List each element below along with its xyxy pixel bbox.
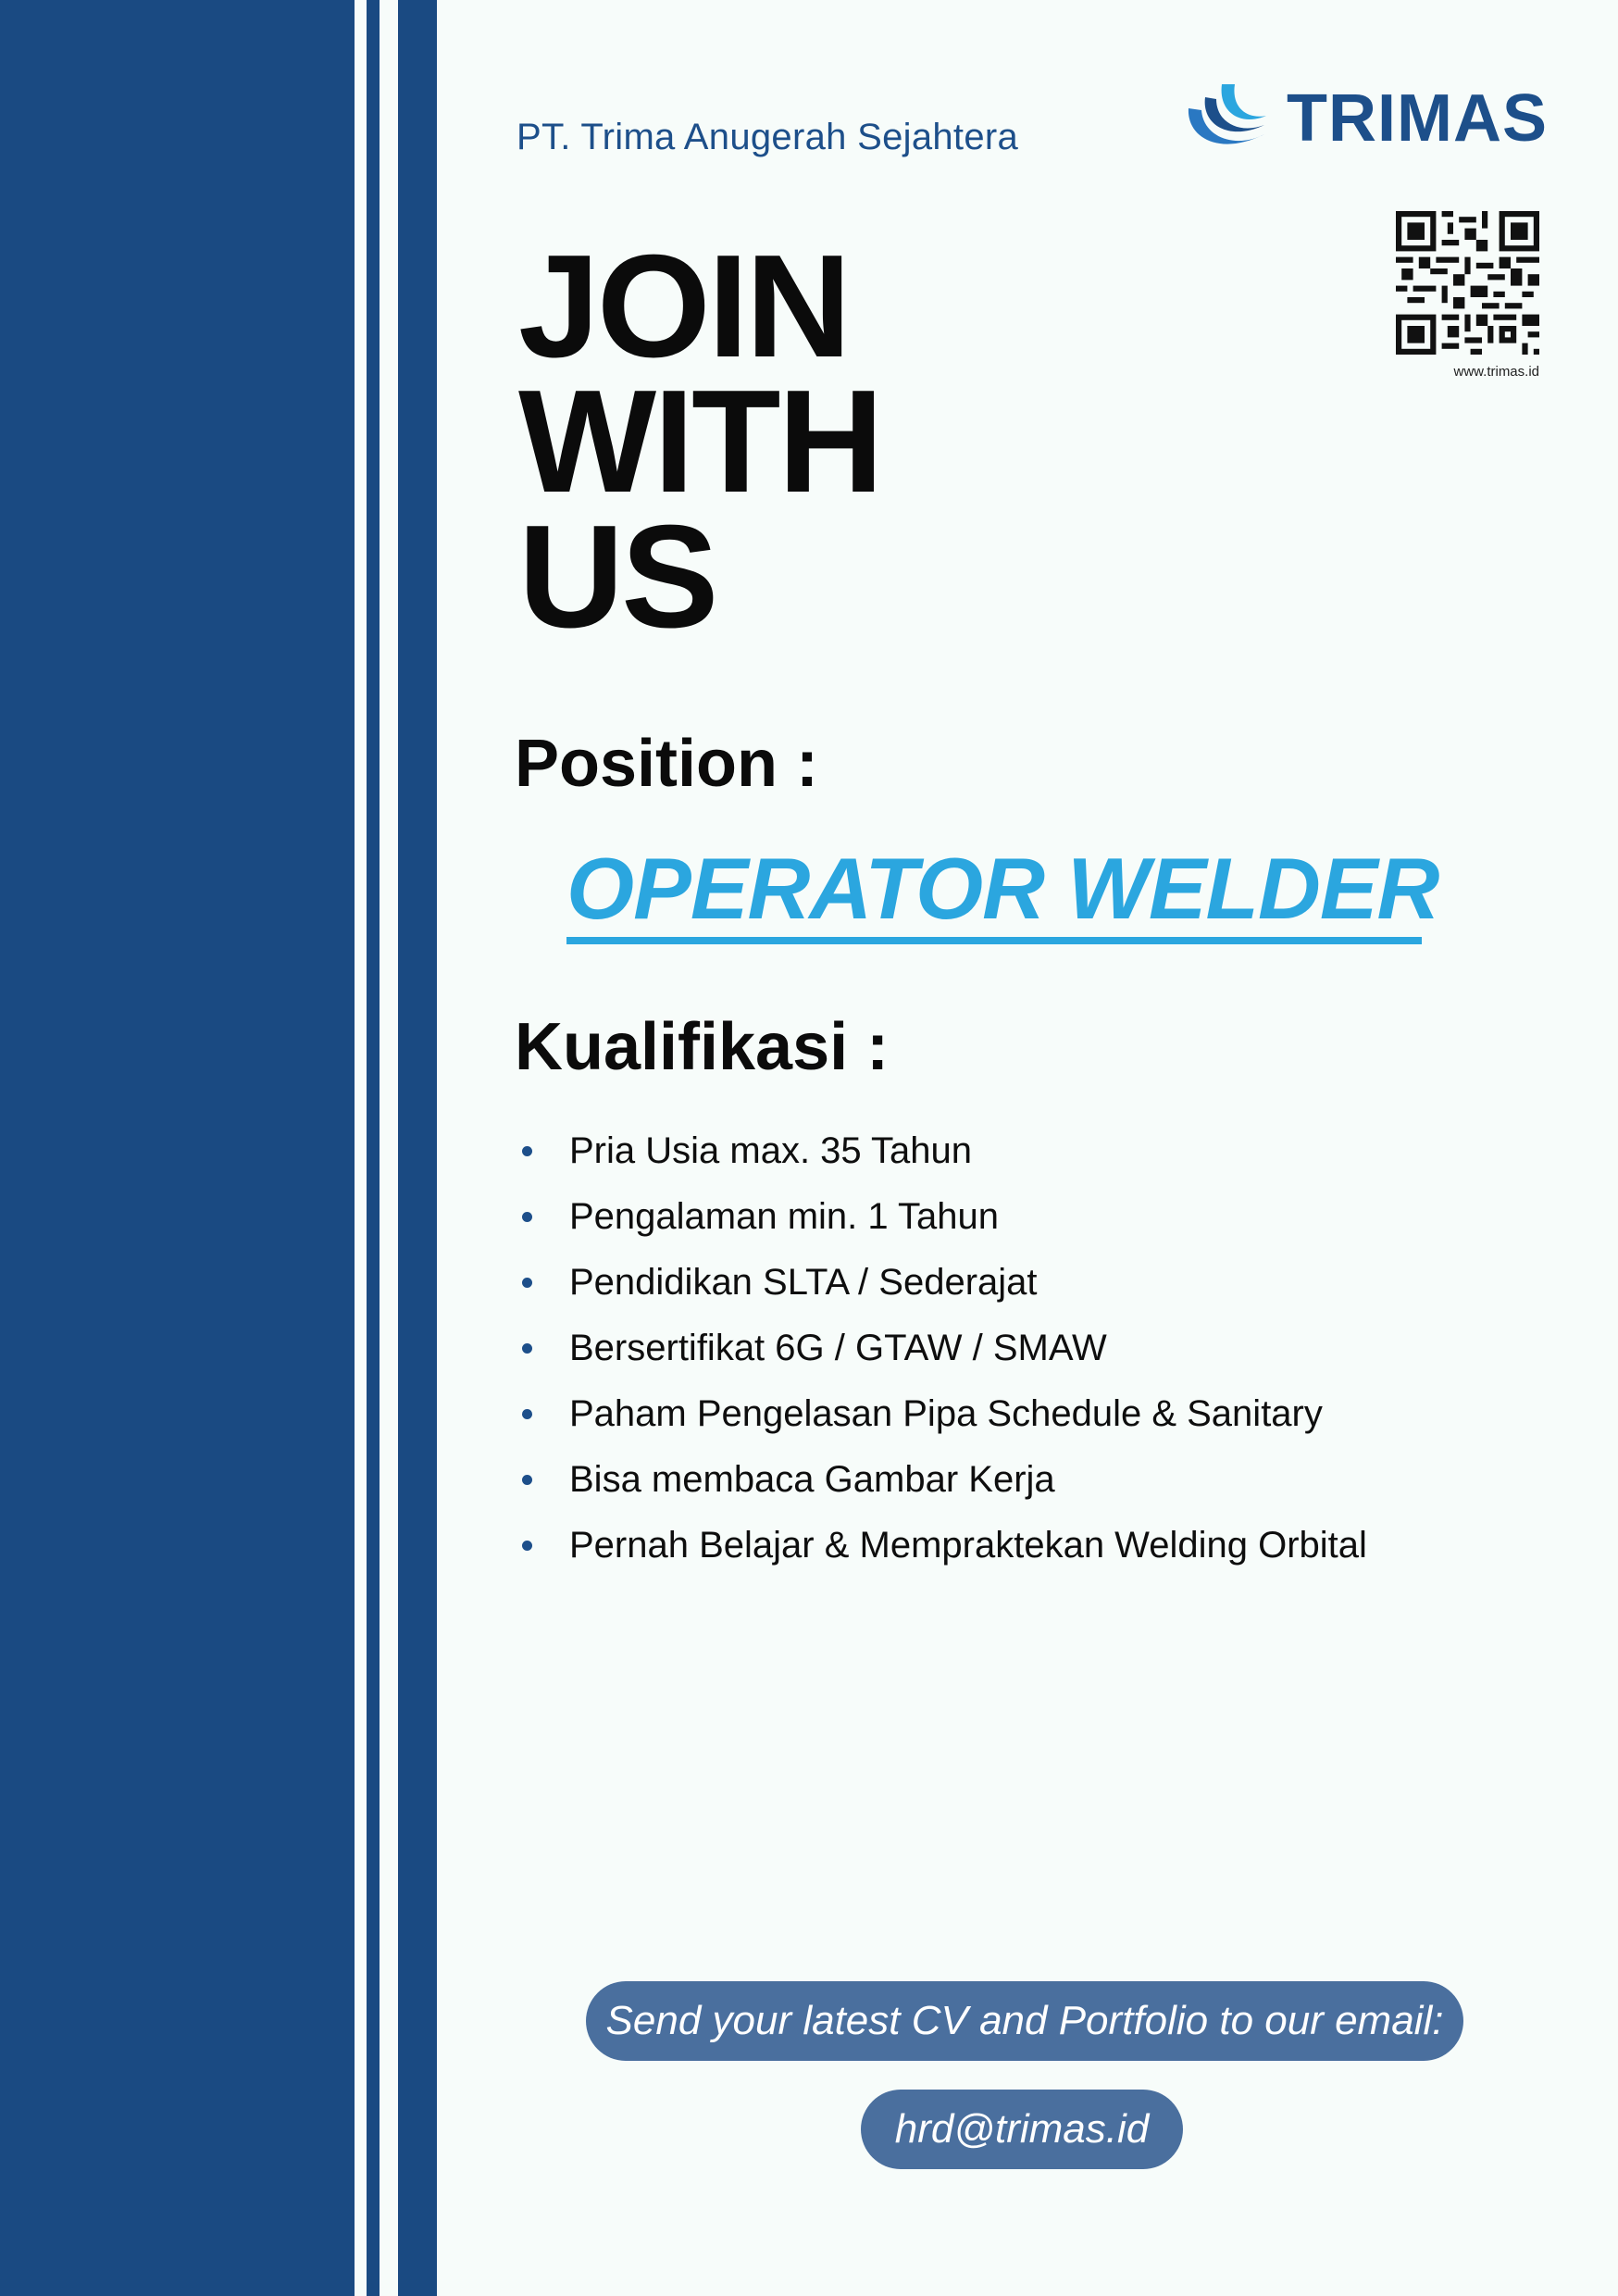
list-item <box>518 1184 1367 1250</box>
position-label: Position : <box>515 727 818 801</box>
bullet-icon <box>522 1278 532 1288</box>
logo-text: TRIMAS <box>1287 81 1548 156</box>
qr-code-icon[interactable] <box>1396 211 1539 355</box>
list-item <box>518 1118 1367 1184</box>
bullet-icon <box>522 1146 532 1156</box>
list-item <box>518 1316 1367 1381</box>
qualification-text: Pria Usia max. 35 Tahun <box>569 1130 973 1171</box>
left-thin-stripe <box>367 0 380 2296</box>
list-item <box>518 1381 1367 1447</box>
list-item <box>518 1513 1367 1578</box>
headline-line-3: US <box>518 495 716 658</box>
trimas-logo <box>1181 72 1548 165</box>
bullet-icon <box>522 1343 532 1354</box>
bullet-icon <box>522 1541 532 1551</box>
bullet-icon <box>522 1475 532 1485</box>
qualification-text: Pernah Belajar & Mempraktekan Welding Orbital <box>569 1525 1367 1566</box>
qualification-text: Bersertifikat 6G / GTAW / SMAW <box>569 1328 1107 1368</box>
qualifications-label: Kualifikasi : <box>515 1010 890 1084</box>
list-item <box>518 1447 1367 1513</box>
qualification-text: Paham Pengelasan Pipa Schedule & Sanitary <box>569 1393 1323 1434</box>
position-value: OPERATOR WELDER <box>566 840 1439 937</box>
qr-url[interactable]: www.trimas.id <box>1453 364 1539 380</box>
company-name: PT. Trima Anugerah Sejahtera <box>517 117 1019 157</box>
wave-logo-icon <box>1181 77 1270 160</box>
bullet-icon <box>522 1212 532 1222</box>
headline-line-2: WITH <box>518 360 881 523</box>
bullet-icon <box>522 1409 532 1419</box>
position-underline <box>566 937 1422 944</box>
headline <box>518 225 881 658</box>
qualifications-list <box>518 1118 1367 1578</box>
list-item <box>518 1250 1367 1316</box>
qualification-text: Pengalaman min. 1 Tahun <box>569 1196 1000 1237</box>
cv-instruction-pill: Send your latest CV and Portfolio to our email: <box>586 1981 1463 2061</box>
left-blue-band <box>0 0 355 2296</box>
email-link[interactable]: hrd@trimas.id <box>861 2090 1183 2169</box>
qualification-text: Pendidikan SLTA / Sederajat <box>569 1262 1038 1303</box>
qualification-text: Bisa membaca Gambar Kerja <box>569 1459 1055 1500</box>
left-medium-stripe <box>398 0 437 2296</box>
headline-line-1: JOIN <box>518 225 849 388</box>
